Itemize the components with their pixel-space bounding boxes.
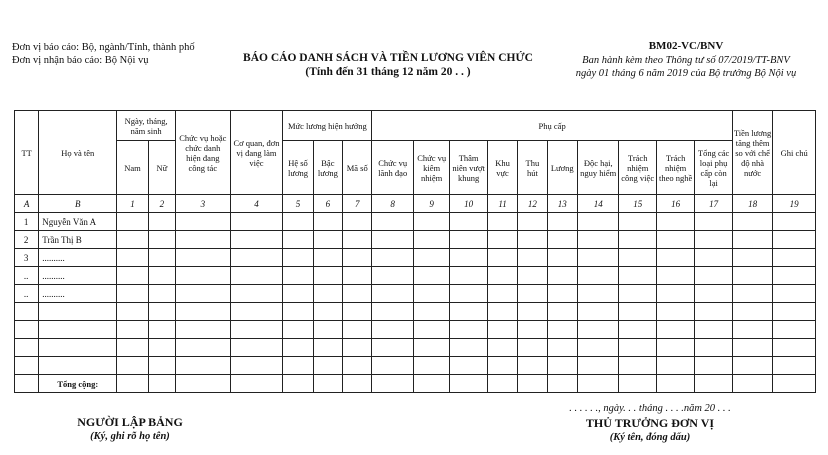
empty-cell bbox=[343, 321, 372, 339]
empty-cell bbox=[656, 213, 694, 231]
empty-cell bbox=[413, 321, 449, 339]
empty-cell bbox=[577, 285, 619, 303]
empty-cell bbox=[487, 249, 517, 267]
preparer-signature bbox=[50, 415, 210, 444]
header-center bbox=[218, 51, 558, 79]
empty-cell bbox=[148, 357, 175, 375]
empty-cell bbox=[518, 321, 547, 339]
empty-cell bbox=[148, 249, 175, 267]
empty-cell bbox=[547, 285, 577, 303]
empty-cell bbox=[313, 375, 342, 393]
empty-cell bbox=[175, 285, 230, 303]
empty-cell bbox=[450, 357, 487, 375]
index-cell: 19 bbox=[773, 195, 816, 213]
empty-cell bbox=[450, 321, 487, 339]
col-hazard: Độc hại, nguy hiểm bbox=[577, 141, 619, 195]
issued-line-1: Ban hành kèm theo Thông tư số 07/2019/TT-BNV bbox=[582, 55, 790, 66]
table-row bbox=[15, 231, 816, 249]
index-cell: 5 bbox=[283, 195, 313, 213]
empty-cell bbox=[117, 339, 148, 357]
empty-cell bbox=[487, 267, 517, 285]
empty-cell bbox=[283, 321, 313, 339]
empty-cell bbox=[230, 303, 283, 321]
empty-cell bbox=[15, 375, 39, 393]
empty-cell bbox=[313, 357, 342, 375]
index-cell: A bbox=[15, 195, 39, 213]
empty-cell bbox=[577, 339, 619, 357]
empty-cell bbox=[619, 303, 656, 321]
empty-cell bbox=[413, 375, 449, 393]
report-subtitle: (Tính đến 31 tháng 12 năm 20 . . ) bbox=[305, 66, 471, 78]
row-tt bbox=[15, 303, 39, 321]
empty-cell bbox=[619, 267, 656, 285]
empty-cell bbox=[695, 231, 732, 249]
empty-cell bbox=[487, 357, 517, 375]
index-cell: 4 bbox=[230, 195, 283, 213]
index-cell: 2 bbox=[148, 195, 175, 213]
empty-cell bbox=[656, 375, 694, 393]
empty-cell bbox=[343, 357, 372, 375]
empty-cell bbox=[732, 285, 773, 303]
index-cell: 14 bbox=[577, 195, 619, 213]
empty-cell bbox=[313, 231, 342, 249]
empty-cell bbox=[695, 375, 732, 393]
empty-cell bbox=[372, 285, 414, 303]
empty-cell bbox=[518, 231, 547, 249]
col-salary: Lương bbox=[547, 141, 577, 195]
total-label: Tổng cộng: bbox=[39, 375, 117, 393]
row-tt: .. bbox=[15, 285, 39, 303]
empty-cell bbox=[283, 213, 313, 231]
row-tt: 1 bbox=[15, 213, 39, 231]
empty-cell bbox=[413, 357, 449, 375]
empty-cell bbox=[773, 249, 816, 267]
empty-cell bbox=[547, 375, 577, 393]
index-cell: 11 bbox=[487, 195, 517, 213]
empty-cell bbox=[175, 339, 230, 357]
empty-cell bbox=[450, 375, 487, 393]
empty-cell bbox=[656, 249, 694, 267]
row-name bbox=[39, 339, 117, 357]
empty-cell bbox=[773, 375, 816, 393]
empty-cell bbox=[518, 213, 547, 231]
head-signature bbox=[520, 402, 780, 445]
empty-cell bbox=[450, 285, 487, 303]
empty-cell bbox=[656, 231, 694, 249]
empty-cell bbox=[343, 339, 372, 357]
empty-cell bbox=[577, 303, 619, 321]
empty-cell bbox=[773, 303, 816, 321]
form-code: BM02-VC/BNV bbox=[648, 40, 724, 52]
empty-cell bbox=[732, 213, 773, 231]
index-cell: 7 bbox=[343, 195, 372, 213]
empty-cell bbox=[372, 213, 414, 231]
empty-cell bbox=[695, 285, 732, 303]
empty-cell bbox=[695, 249, 732, 267]
empty-cell bbox=[343, 303, 372, 321]
empty-cell bbox=[547, 303, 577, 321]
col-coef: Hệ số lương bbox=[283, 141, 313, 195]
empty-cell bbox=[283, 375, 313, 393]
empty-cell bbox=[372, 303, 414, 321]
empty-cell bbox=[547, 249, 577, 267]
index-cell: 13 bbox=[547, 195, 577, 213]
empty-cell bbox=[343, 267, 372, 285]
empty-cell bbox=[695, 267, 732, 285]
empty-cell bbox=[117, 213, 148, 231]
preparer-note: (Ký, ghi rõ họ tên) bbox=[90, 431, 170, 442]
empty-cell bbox=[117, 231, 148, 249]
col-agency: Cơ quan, đơn vị đang làm việc bbox=[230, 111, 283, 195]
index-cell: 8 bbox=[372, 195, 414, 213]
row-name: .......... bbox=[39, 249, 117, 267]
row-tt bbox=[15, 339, 39, 357]
col-concurrent: Chức vụ kiêm nhiệm bbox=[413, 141, 449, 195]
row-tt bbox=[15, 357, 39, 375]
empty-cell bbox=[283, 249, 313, 267]
empty-cell bbox=[450, 339, 487, 357]
col-female: Nữ bbox=[148, 141, 175, 195]
empty-cell bbox=[487, 339, 517, 357]
row-name bbox=[39, 357, 117, 375]
empty-cell bbox=[450, 213, 487, 231]
empty-cell bbox=[148, 267, 175, 285]
empty-cell bbox=[547, 357, 577, 375]
empty-cell bbox=[230, 357, 283, 375]
row-tt: 3 bbox=[15, 249, 39, 267]
empty-cell bbox=[117, 303, 148, 321]
row-name: .......... bbox=[39, 285, 117, 303]
empty-cell bbox=[695, 339, 732, 357]
empty-cell bbox=[283, 357, 313, 375]
empty-cell bbox=[230, 231, 283, 249]
empty-cell bbox=[283, 285, 313, 303]
empty-cell bbox=[230, 213, 283, 231]
empty-cell bbox=[283, 303, 313, 321]
empty-cell bbox=[773, 285, 816, 303]
empty-cell bbox=[313, 267, 342, 285]
empty-cell bbox=[487, 231, 517, 249]
empty-cell bbox=[773, 321, 816, 339]
empty-cell bbox=[732, 375, 773, 393]
empty-cell bbox=[117, 357, 148, 375]
empty-cell bbox=[773, 231, 816, 249]
empty-cell bbox=[313, 303, 342, 321]
empty-cell bbox=[518, 375, 547, 393]
col-extra: Tiền lương tăng thêm so với chế độ nhà nước bbox=[732, 111, 773, 195]
empty-cell bbox=[732, 321, 773, 339]
empty-cell bbox=[450, 249, 487, 267]
empty-cell bbox=[230, 321, 283, 339]
empty-cell bbox=[732, 303, 773, 321]
empty-cell bbox=[175, 213, 230, 231]
col-profession: Trách nhiệm theo nghề bbox=[656, 141, 694, 195]
index-cell: 10 bbox=[450, 195, 487, 213]
empty-cell bbox=[732, 267, 773, 285]
empty-cell bbox=[619, 321, 656, 339]
empty-cell bbox=[619, 357, 656, 375]
table-row bbox=[15, 303, 816, 321]
col-code: Mã số bbox=[343, 141, 372, 195]
empty-cell bbox=[413, 267, 449, 285]
head-note: (Ký tên, đóng dấu) bbox=[609, 432, 691, 443]
row-name: .......... bbox=[39, 267, 117, 285]
empty-cell bbox=[487, 303, 517, 321]
empty-cell bbox=[577, 267, 619, 285]
empty-cell bbox=[547, 213, 577, 231]
empty-cell bbox=[619, 249, 656, 267]
empty-cell bbox=[450, 267, 487, 285]
empty-cell bbox=[619, 213, 656, 231]
receiving-unit: Đơn vị nhận báo cáo: Bộ Nội vụ bbox=[12, 55, 149, 66]
empty-cell bbox=[372, 267, 414, 285]
col-birth: Ngày, tháng, năm sinh bbox=[117, 111, 176, 141]
empty-cell bbox=[343, 249, 372, 267]
empty-cell bbox=[372, 339, 414, 357]
preparer-title: NGƯỜI LẬP BẢNG bbox=[77, 415, 183, 429]
empty-cell bbox=[372, 321, 414, 339]
table-row bbox=[15, 321, 816, 339]
empty-cell bbox=[175, 267, 230, 285]
empty-cell bbox=[518, 357, 547, 375]
empty-cell bbox=[343, 375, 372, 393]
empty-cell bbox=[343, 213, 372, 231]
empty-cell bbox=[577, 249, 619, 267]
empty-cell bbox=[773, 357, 816, 375]
empty-cell bbox=[450, 303, 487, 321]
empty-cell bbox=[148, 285, 175, 303]
empty-cell bbox=[619, 339, 656, 357]
row-tt bbox=[15, 321, 39, 339]
index-cell: B bbox=[39, 195, 117, 213]
empty-cell bbox=[695, 321, 732, 339]
total-row bbox=[15, 375, 816, 393]
empty-cell bbox=[773, 213, 816, 231]
row-name: Nguyễn Văn A bbox=[39, 213, 117, 231]
empty-cell bbox=[148, 213, 175, 231]
empty-cell bbox=[773, 339, 816, 357]
empty-cell bbox=[518, 303, 547, 321]
index-cell: 12 bbox=[518, 195, 547, 213]
empty-cell bbox=[547, 321, 577, 339]
empty-cell bbox=[372, 375, 414, 393]
empty-cell bbox=[577, 213, 619, 231]
empty-cell bbox=[695, 213, 732, 231]
col-tt: TT bbox=[15, 111, 39, 195]
index-cell: 3 bbox=[175, 195, 230, 213]
table-row bbox=[15, 249, 816, 267]
col-leader: Chức vụ lãnh đạo bbox=[372, 141, 414, 195]
salary-table bbox=[14, 110, 816, 393]
empty-cell bbox=[413, 339, 449, 357]
empty-cell bbox=[148, 303, 175, 321]
index-cell: 17 bbox=[695, 195, 732, 213]
empty-cell bbox=[175, 375, 230, 393]
empty-cell bbox=[313, 321, 342, 339]
empty-cell bbox=[547, 339, 577, 357]
col-region: Khu vực bbox=[487, 141, 517, 195]
col-salary-level: Mức lương hiện hưởng bbox=[283, 111, 372, 141]
col-seniority: Thâm niên vượt khung bbox=[450, 141, 487, 195]
empty-cell bbox=[577, 375, 619, 393]
empty-cell bbox=[313, 285, 342, 303]
empty-cell bbox=[656, 321, 694, 339]
empty-cell bbox=[487, 213, 517, 231]
empty-cell bbox=[577, 321, 619, 339]
empty-cell bbox=[413, 249, 449, 267]
col-other: Tổng các loại phụ cấp còn lại bbox=[695, 141, 732, 195]
index-cell: 15 bbox=[619, 195, 656, 213]
index-cell: 9 bbox=[413, 195, 449, 213]
row-name bbox=[39, 321, 117, 339]
empty-cell bbox=[372, 249, 414, 267]
col-duty: Trách nhiệm công việc bbox=[619, 141, 656, 195]
empty-cell bbox=[577, 357, 619, 375]
empty-cell bbox=[313, 249, 342, 267]
empty-cell bbox=[732, 231, 773, 249]
col-male: Nam bbox=[117, 141, 148, 195]
empty-cell bbox=[372, 231, 414, 249]
empty-cell bbox=[413, 303, 449, 321]
row-name bbox=[39, 303, 117, 321]
empty-cell bbox=[695, 357, 732, 375]
empty-cell bbox=[230, 285, 283, 303]
empty-cell bbox=[656, 357, 694, 375]
empty-cell bbox=[518, 267, 547, 285]
date-line: . . . . . ., ngày. . . tháng . . . .năm 20 . . . bbox=[569, 403, 731, 414]
report-title: BÁO CÁO DANH SÁCH VÀ TIỀN LƯƠNG VIÊN CHỨC bbox=[243, 52, 533, 64]
col-note: Ghi chú bbox=[773, 111, 816, 195]
empty-cell bbox=[372, 357, 414, 375]
col-name: Họ và tên bbox=[39, 111, 117, 195]
header-row-1 bbox=[15, 111, 816, 141]
empty-cell bbox=[547, 267, 577, 285]
empty-cell bbox=[230, 267, 283, 285]
empty-cell bbox=[117, 285, 148, 303]
empty-cell bbox=[148, 231, 175, 249]
empty-cell bbox=[175, 231, 230, 249]
empty-cell bbox=[148, 321, 175, 339]
empty-cell bbox=[230, 339, 283, 357]
empty-cell bbox=[450, 231, 487, 249]
empty-cell bbox=[518, 339, 547, 357]
empty-cell bbox=[175, 249, 230, 267]
row-name: Trần Thị B bbox=[39, 231, 117, 249]
table-row bbox=[15, 357, 816, 375]
header-right bbox=[546, 40, 826, 80]
col-allowance: Phụ cấp bbox=[372, 111, 732, 141]
empty-cell bbox=[117, 321, 148, 339]
index-cell: 16 bbox=[656, 195, 694, 213]
empty-cell bbox=[518, 285, 547, 303]
table-row bbox=[15, 213, 816, 231]
empty-cell bbox=[656, 303, 694, 321]
empty-cell bbox=[732, 249, 773, 267]
empty-cell bbox=[117, 267, 148, 285]
empty-cell bbox=[283, 339, 313, 357]
row-tt: 2 bbox=[15, 231, 39, 249]
empty-cell bbox=[619, 285, 656, 303]
row-tt: .. bbox=[15, 267, 39, 285]
empty-cell bbox=[619, 375, 656, 393]
empty-cell bbox=[487, 285, 517, 303]
col-attract: Thu hút bbox=[518, 141, 547, 195]
issued-line-2: ngày 01 tháng 6 năm 2019 của Bộ trưởng Bộ Nội vụ bbox=[575, 68, 797, 79]
empty-cell bbox=[313, 339, 342, 357]
head-title: THỦ TRƯỞNG ĐƠN VỊ bbox=[585, 416, 715, 430]
table-row bbox=[15, 339, 816, 357]
empty-cell bbox=[547, 231, 577, 249]
empty-cell bbox=[732, 339, 773, 357]
empty-cell bbox=[175, 303, 230, 321]
empty-cell bbox=[656, 267, 694, 285]
empty-cell bbox=[619, 231, 656, 249]
empty-cell bbox=[117, 375, 148, 393]
empty-cell bbox=[313, 213, 342, 231]
header-left bbox=[12, 41, 222, 67]
empty-cell bbox=[732, 357, 773, 375]
empty-cell bbox=[117, 249, 148, 267]
empty-cell bbox=[695, 303, 732, 321]
empty-cell bbox=[148, 339, 175, 357]
header-row-2 bbox=[15, 141, 816, 195]
col-grade: Bậc lương bbox=[313, 141, 342, 195]
empty-cell bbox=[656, 339, 694, 357]
index-row bbox=[15, 195, 816, 213]
empty-cell bbox=[343, 285, 372, 303]
index-cell: 6 bbox=[313, 195, 342, 213]
empty-cell bbox=[175, 357, 230, 375]
table-row bbox=[15, 285, 816, 303]
empty-cell bbox=[413, 285, 449, 303]
index-cell: 18 bbox=[732, 195, 773, 213]
empty-cell bbox=[230, 249, 283, 267]
empty-cell bbox=[656, 285, 694, 303]
empty-cell bbox=[577, 231, 619, 249]
empty-cell bbox=[773, 267, 816, 285]
table-row bbox=[15, 267, 816, 285]
col-position: Chức vụ hoặc chức danh hiện đang công tác bbox=[175, 111, 230, 195]
reporting-unit: Đơn vị báo cáo: Bộ, ngành/Tỉnh, thành phố bbox=[12, 42, 195, 53]
empty-cell bbox=[487, 321, 517, 339]
empty-cell bbox=[175, 321, 230, 339]
index-cell: 1 bbox=[117, 195, 148, 213]
empty-cell bbox=[230, 375, 283, 393]
empty-cell bbox=[413, 231, 449, 249]
empty-cell bbox=[283, 267, 313, 285]
empty-cell bbox=[343, 231, 372, 249]
empty-cell bbox=[518, 249, 547, 267]
empty-cell bbox=[148, 375, 175, 393]
empty-cell bbox=[283, 231, 313, 249]
empty-cell bbox=[413, 213, 449, 231]
empty-cell bbox=[487, 375, 517, 393]
